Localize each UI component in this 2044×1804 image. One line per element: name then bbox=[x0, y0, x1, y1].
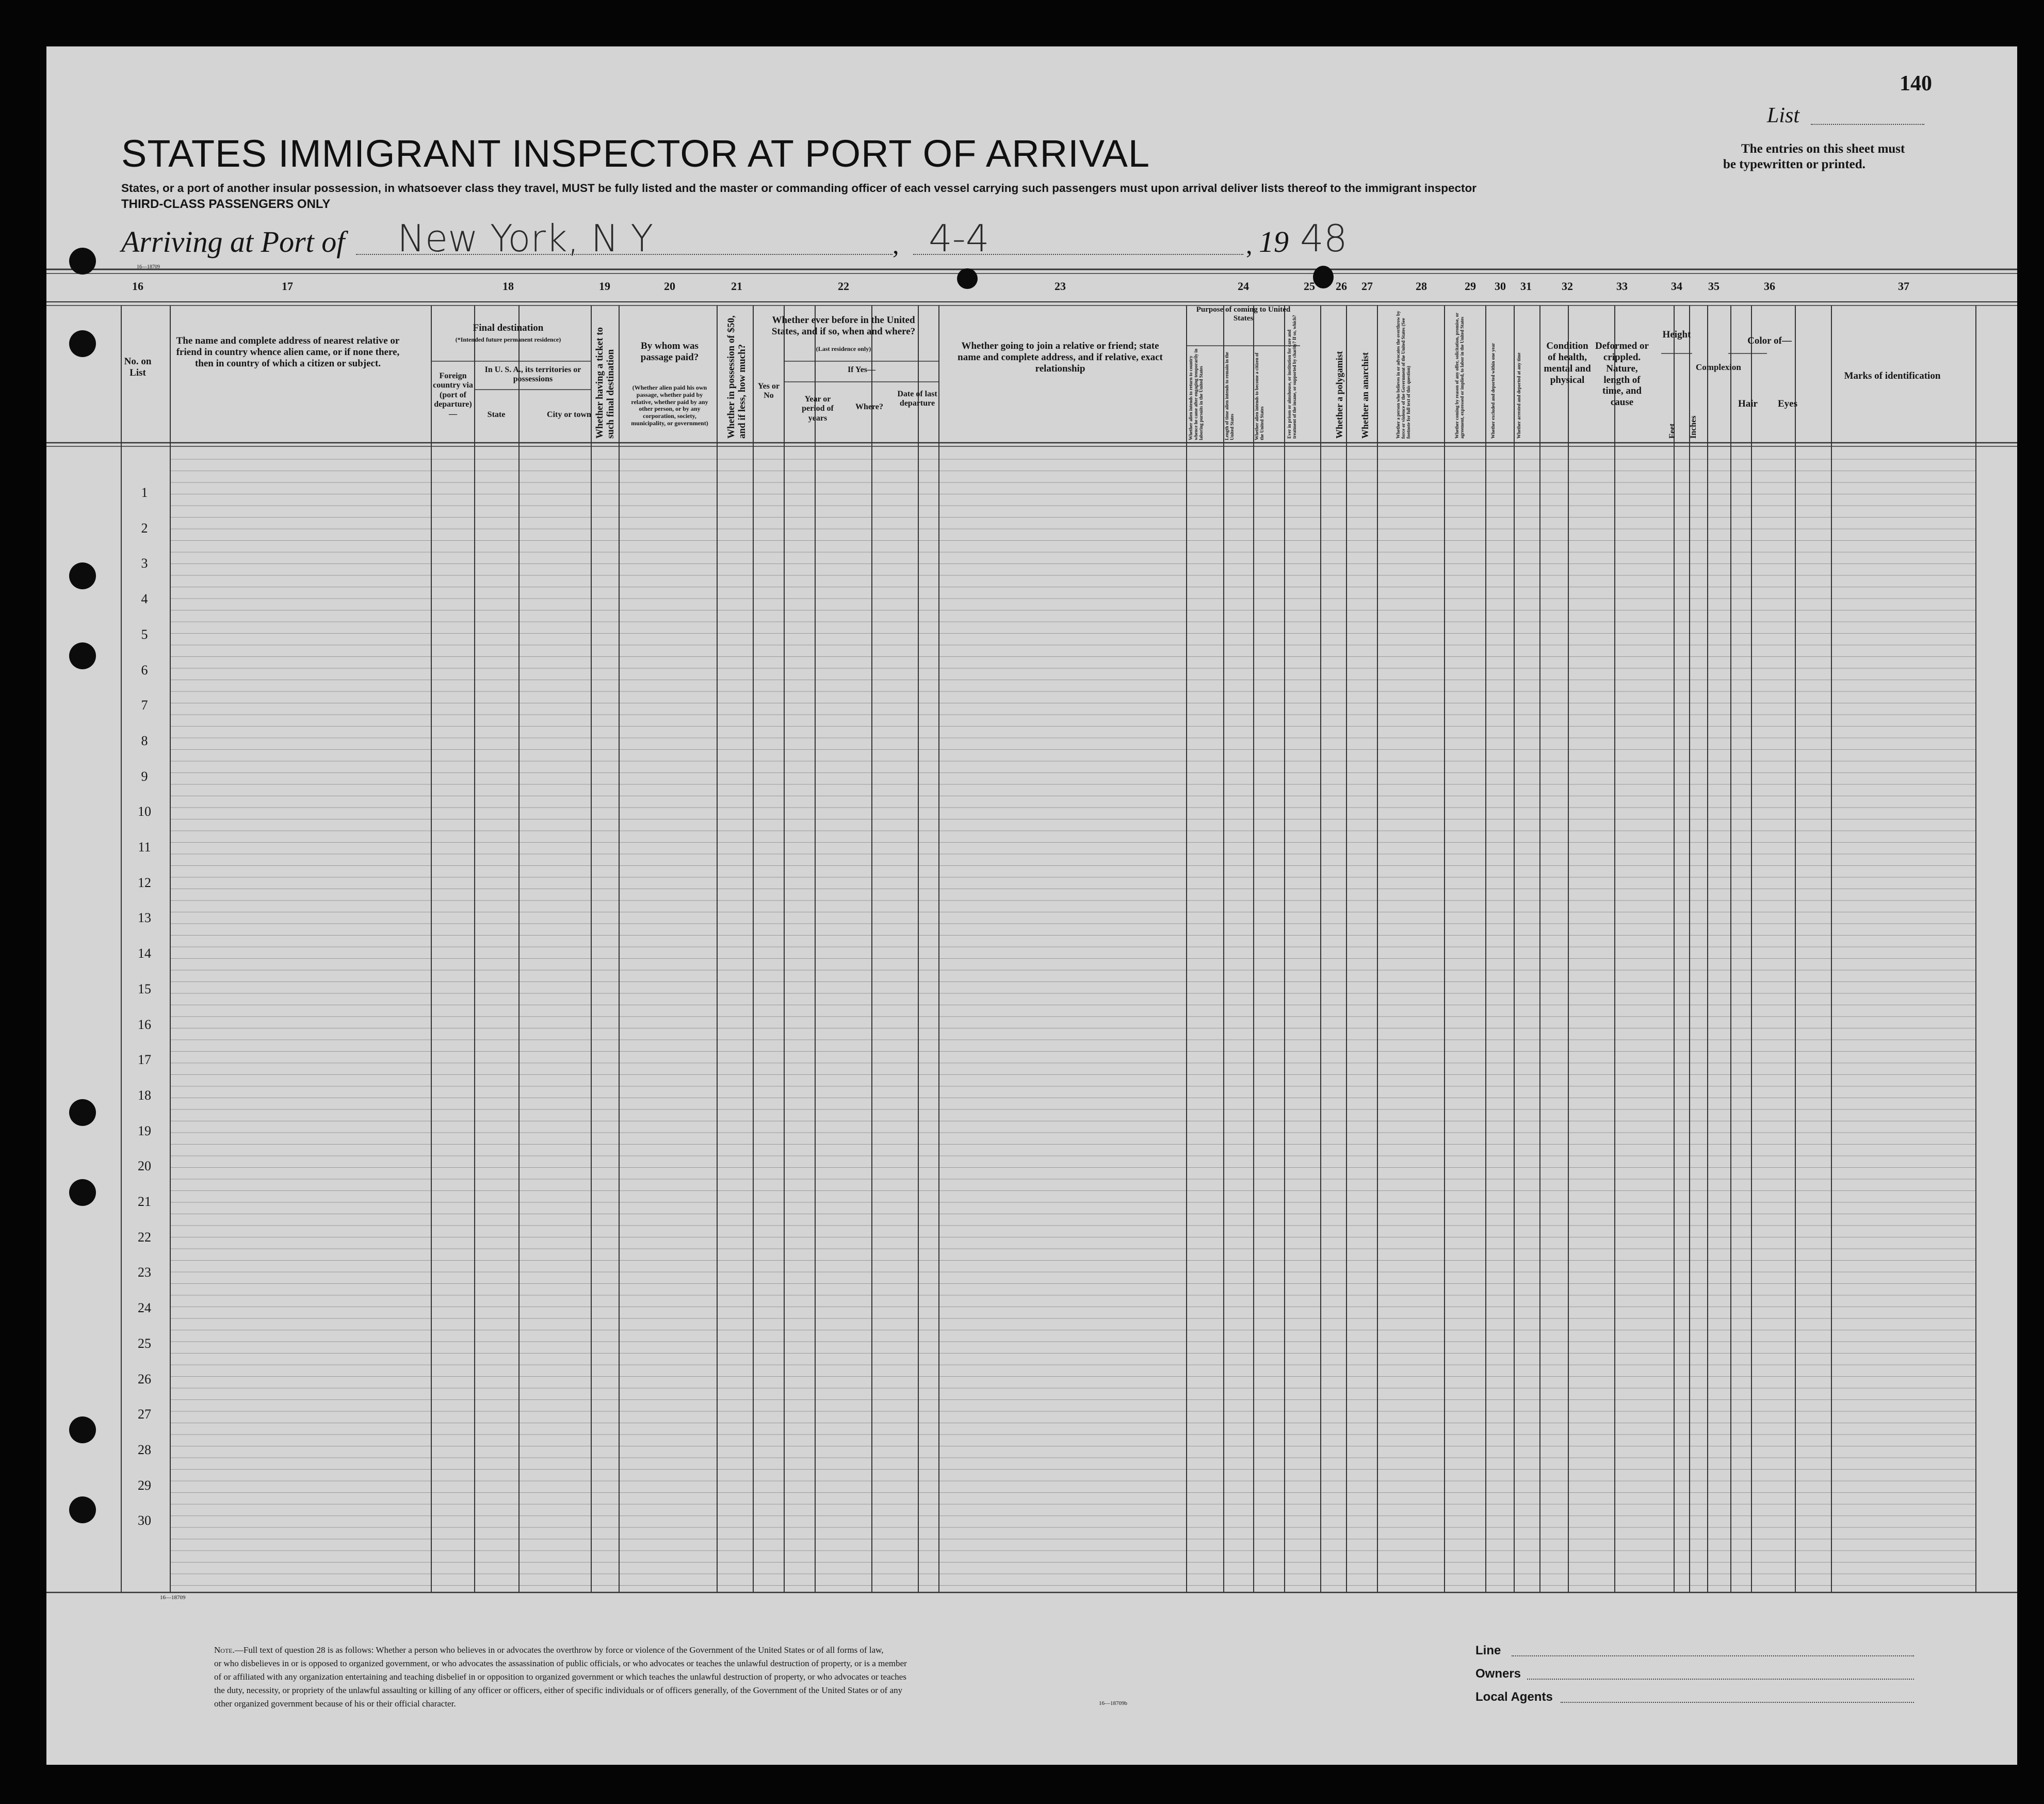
row-number: 24 bbox=[138, 1300, 151, 1316]
table-grid bbox=[46, 46, 2017, 1765]
col29-label: Whether coming by reason of any offer, solicitation, promise, or agreement, expressed or implied, to labor in the United States bbox=[1454, 313, 1465, 439]
col22-note: (Last residence only) bbox=[816, 345, 871, 352]
colnum-23: 23 bbox=[1055, 280, 1066, 293]
colnum-34: 34 bbox=[1671, 280, 1682, 293]
col37-label: Marks of identification bbox=[1844, 371, 1941, 381]
col34-inches: Inches bbox=[1689, 415, 1698, 439]
col32-label: Condition of health, mental and physical bbox=[1544, 341, 1591, 385]
col33-label: Deformed or crippled. Nature, length of time, and cause bbox=[1595, 341, 1649, 408]
col17-label: The name and complete address of nearest relative or friend in country whence alien came, or if none there, then in country of which a citizen or subject. bbox=[176, 335, 400, 369]
colnum-32: 32 bbox=[1562, 280, 1573, 293]
col26-label: Whether a polygamist bbox=[1334, 351, 1344, 439]
col36-eyes: Eyes bbox=[1778, 398, 1797, 409]
colnum-25: 25 bbox=[1304, 280, 1315, 293]
colnum-26: 26 bbox=[1336, 280, 1347, 293]
punch-hole bbox=[1313, 266, 1334, 288]
row-number: 18 bbox=[138, 1087, 151, 1103]
owners-field[interactable] bbox=[1527, 1679, 1914, 1680]
col18-state: State bbox=[487, 410, 506, 419]
colnum-21: 21 bbox=[731, 280, 742, 293]
owners-label: Owners bbox=[1475, 1667, 1521, 1681]
punch-hole bbox=[69, 562, 96, 589]
colnum-22: 22 bbox=[838, 280, 849, 293]
year-prefix: 19 bbox=[1259, 225, 1289, 259]
punch-hole bbox=[69, 1179, 96, 1206]
row-number: 28 bbox=[138, 1442, 151, 1457]
col27-label: Whether an anarchist bbox=[1360, 352, 1370, 439]
colnum-20: 20 bbox=[664, 280, 675, 293]
punch-hole bbox=[957, 268, 978, 289]
colnum-19: 19 bbox=[599, 280, 610, 293]
colnum-33: 33 bbox=[1616, 280, 1628, 293]
colnum-37: 37 bbox=[1898, 280, 1909, 293]
col25-label: Ever in prison or almshouse, or institution for care and treatment of the insane, or supported by charity? If so, which? bbox=[1287, 315, 1297, 439]
row-number: 1 bbox=[141, 485, 148, 500]
row-number: 9 bbox=[141, 768, 148, 784]
col30-label: Whether excluded and deported within one year bbox=[1490, 343, 1496, 439]
form-subtitle: States, or a port of another insular possession, in whatsoever class they travel, MUST be fully listed and the master or commanding officer of each vessel carrying such passengers must upon arrival deliver lists thereof to the immigrant inspector bbox=[121, 182, 1477, 195]
row-number: 6 bbox=[141, 662, 148, 678]
colnum-29: 29 bbox=[1465, 280, 1476, 293]
class-line: THIRD-CLASS PASSENGERS ONLY bbox=[121, 197, 331, 211]
row-number: 26 bbox=[138, 1371, 151, 1387]
page-number: 140 bbox=[1900, 72, 1932, 95]
punch-hole bbox=[69, 1099, 96, 1126]
row-number: 10 bbox=[138, 804, 151, 819]
col24-label: Purpose of coming to United States bbox=[1196, 305, 1291, 323]
col20-label: By whom was passage paid? bbox=[640, 341, 699, 363]
col18-usa: In U. S. A., its territories or possessions bbox=[484, 365, 581, 384]
colnum-36: 36 bbox=[1764, 280, 1775, 293]
colnum-27: 27 bbox=[1361, 280, 1373, 293]
row-number: 8 bbox=[141, 733, 148, 748]
footnote-line-2: or who disbelieves in or is opposed to organized government, or who advocates the assassination of public officials, or who advocates or teaches the unlawful destruction of property, or is a member bbox=[214, 1658, 907, 1668]
form-title: STATES IMMIGRANT INSPECTOR AT PORT OF ARRIVAL bbox=[121, 132, 1150, 175]
col19-label: Whether having a ticket to such final destination bbox=[594, 327, 616, 439]
col22-label: Whether ever before in the United States, and if so, when and where? bbox=[771, 315, 916, 337]
colnum-28: 28 bbox=[1416, 280, 1427, 293]
row-number: 14 bbox=[138, 946, 151, 961]
row-number: 15 bbox=[138, 981, 151, 996]
date-value[interactable]: 4-4 bbox=[929, 217, 989, 260]
row-number: 11 bbox=[138, 840, 151, 855]
row-number: 25 bbox=[138, 1335, 151, 1351]
col34-label: Height bbox=[1662, 329, 1691, 340]
colnum-24: 24 bbox=[1238, 280, 1249, 293]
col18-city: City or town bbox=[547, 410, 591, 419]
colnum-30: 30 bbox=[1495, 280, 1506, 293]
col18-note: (*Intended future permanent residence) bbox=[455, 336, 561, 343]
col18-title: Final destination bbox=[473, 323, 544, 333]
footnote-line-3: of or affiliated with any organization entertaining and teaching disbelief in or opposition to organized government or which teaches the unlawful destruction of property, or who advocates or teaches bbox=[214, 1672, 906, 1682]
col36-hair: Hair bbox=[1738, 398, 1758, 409]
col24-c: Whether alien intends to become a citizen of the United States bbox=[1254, 352, 1264, 440]
punch-hole bbox=[69, 1496, 96, 1523]
row-number: 21 bbox=[138, 1194, 151, 1209]
row-number: 27 bbox=[138, 1407, 151, 1422]
agents-label: Local Agents bbox=[1475, 1690, 1553, 1704]
colnum-35: 35 bbox=[1708, 280, 1719, 293]
punch-hole bbox=[69, 248, 96, 275]
col22-where: Where? bbox=[855, 402, 883, 411]
row-number: 7 bbox=[141, 698, 148, 713]
row-number: 12 bbox=[138, 875, 151, 890]
row-number: 2 bbox=[141, 520, 148, 536]
list-label: List bbox=[1767, 104, 1800, 127]
arriving-label: Arriving at Port of bbox=[121, 225, 345, 259]
col24-a: Whether alien intends to return to country whence he came after engaging temporarily in laboring pursuits in the United States bbox=[1188, 348, 1204, 440]
row-number: 13 bbox=[138, 910, 151, 926]
row-number: 20 bbox=[138, 1158, 151, 1174]
footnote-line-5: other organized government because of his or their official character. bbox=[214, 1699, 456, 1709]
row-number: 5 bbox=[141, 626, 148, 642]
col21-label: Whether in possession of $50, and if less, how much? bbox=[726, 315, 748, 439]
row-number: 22 bbox=[138, 1229, 151, 1245]
col18-foreign: Foreign country via (port of departure)— bbox=[433, 372, 473, 418]
row-number: 3 bbox=[141, 556, 148, 571]
form-code-top: 16—18709 bbox=[137, 264, 160, 270]
typewritten-note-2: be typewritten or printed. bbox=[1723, 157, 1865, 171]
row-number: 16 bbox=[138, 1017, 151, 1032]
line-field[interactable] bbox=[1512, 1655, 1914, 1656]
note-code: 16—18709b bbox=[1099, 1700, 1127, 1706]
year-value[interactable]: 48 bbox=[1300, 217, 1348, 260]
agents-field[interactable] bbox=[1561, 1702, 1914, 1703]
port-value[interactable]: New York, N Y bbox=[397, 217, 654, 260]
punch-hole bbox=[69, 330, 96, 357]
punch-hole bbox=[69, 1416, 96, 1443]
col31-label: Whether arrested and deported at any time bbox=[1516, 352, 1521, 439]
col16-label: No. on List bbox=[124, 356, 152, 378]
row-number: 17 bbox=[138, 1052, 151, 1068]
footnote-prefix: Note. bbox=[214, 1645, 235, 1655]
typewritten-note-1: The entries on this sheet must bbox=[1741, 142, 1905, 156]
row-number: 4 bbox=[141, 591, 148, 607]
col35-label: Complexion bbox=[1696, 362, 1741, 372]
line-label: Line bbox=[1475, 1644, 1501, 1657]
col22-date: Date of last departure bbox=[897, 390, 937, 408]
colnum-18: 18 bbox=[502, 280, 514, 293]
footnote-line-4: the duty, necessity, or propriety of the unlawful assaulting or killing of any officer or officers, either of specific individuals or of officers generally, of the Government of the United States or of any bbox=[214, 1685, 903, 1695]
colnum-17: 17 bbox=[282, 280, 293, 293]
col34-feet: Feet bbox=[1668, 423, 1677, 439]
row-number: 30 bbox=[138, 1513, 151, 1528]
row-number: 23 bbox=[138, 1265, 151, 1280]
punch-hole bbox=[69, 642, 96, 669]
col22-ifyes: If Yes— bbox=[847, 365, 876, 374]
col24-b: Length of time alien intends to remain in the United States bbox=[1224, 352, 1235, 440]
col28-label: Whether a person who believes in or advocates the overthrow by force or violence of the Government of the United States (See footnote for full text of this question) bbox=[1396, 311, 1411, 439]
footnote-line-1: —Full text of question 28 is as follows: Whether a person who believes in or advocates the overthrow by force or violence of the Government of the United States or of all forms of law, bbox=[234, 1645, 884, 1655]
row-number: 19 bbox=[138, 1123, 151, 1138]
colnum-31: 31 bbox=[1520, 280, 1532, 293]
manifest-sheet: 140 List The entries on this sheet must be typewritten or printed. STATES IMMIGRANT INSPECTOR AT PORT OF ARRIVAL States, or a port of another insular possession, in whatsoever class they travel, MUST be fully listed and the master or commanding officer of each vessel carrying such passengers must upon arrival deliver lists thereof to the immigrant inspector THIRD-CLASS PASSENGERS ONLY Arriving at Port of New York, N Y , 4-4 , 19 48 16 17 18 19 20 21 22 23 24 25 26 27 28 29 30 31 32 33 34 35 36 37 16—18709 No. on List The name and complete address of nearest relative or friend in country whence alien came, or if none there, then in country of which a citizen or subject. Final destination (*Intended future permanent residence) Foreign country via (port of departure)— In U. S. A., its territories or possessions State City or town Whether having a ticket to such final destination By whom was passage paid? (Whether alien paid his own passage, whether paid by relative, whether paid by any other person, or by any corporation, society, municipality, or government) Whether in possession of $50, and if less, how much? Whether ever before in the United States, and if so, when and where? (Last residence only) Yes or No If Yes— Year or period of years Where? Date of last departure Whether going to join a relative or friend; state name and complete address, and if relative, exact relationship Purpose of coming to United States Whether alien intends to return to country whence he came after engaging temporarily in laboring pursuits in the United States Length of time alien intends to remain in the United States Whether alien intends to become a citizen of the United States Ever in prison or almshouse, or institution for care and treatment of the insane, or supported by charity? If so, which? Whether a polygamist Whether an anarchist Whether a person who believes in or advocates the overthrow by force or violence of the Government of the United States (See footnote for full text of this question) Whether coming by reason of any offer, solicitation, promise, or agreement, expressed or implied, to labor in the United States Whether excluded and deported within one year Whether arrested and deported at any time Condition of health, mental and physical Deformed or crippled. Nature, length of time, and cause Height Feet Inches Complexion Color of— Hair Eyes Marks of identification 1 2 3 4 5 6 7 8 9 10 11 12 13 14 15 16 17 18 19 20 21 22 23 24 25 26 27 28 29 30 16—18709 Note.—Full text of question 28 is as follows: Whether a person who believes in or advocates the overthrow by force or violence of the Government of the United States or of all forms of law, or who disbelieves in or is opposed to organized government, or who advocates the assassination of public officials, or who advocates or teaches the unlawful destruction of property, or is a member of or affiliated with any organization entertaining and teaching disbelief in or opposition to organized government or which teaches the unlawful destruction of property, or who advocates or teaches the duty, necessity, or propriety of the unlawful assaulting or killing of any officer or officers, either of specific individuals or of officers generally, of the Government of the United States or of any other organized government because of his or their official character. 16—18709b Line Owners Local Agents bbox=[46, 46, 2017, 1765]
col22-period: Year or period of years bbox=[802, 395, 834, 423]
col20-sub: (Whether alien paid his own passage, whether paid by relative, whether paid by any other person, or by any corporation, society, municipality, or government) bbox=[631, 384, 708, 427]
col22-yesno: Yes or No bbox=[757, 382, 780, 400]
form-code-bottom: 16—18709 bbox=[160, 1594, 186, 1601]
row-number: 29 bbox=[138, 1477, 151, 1493]
footnote bbox=[214, 1644, 907, 1711]
col36-label: Color of— bbox=[1747, 335, 1792, 346]
col23-label: Whether going to join a relative or friend; state name and complete address, and if relative, exact relationship bbox=[958, 341, 1163, 374]
colnum-16: 16 bbox=[132, 280, 143, 293]
